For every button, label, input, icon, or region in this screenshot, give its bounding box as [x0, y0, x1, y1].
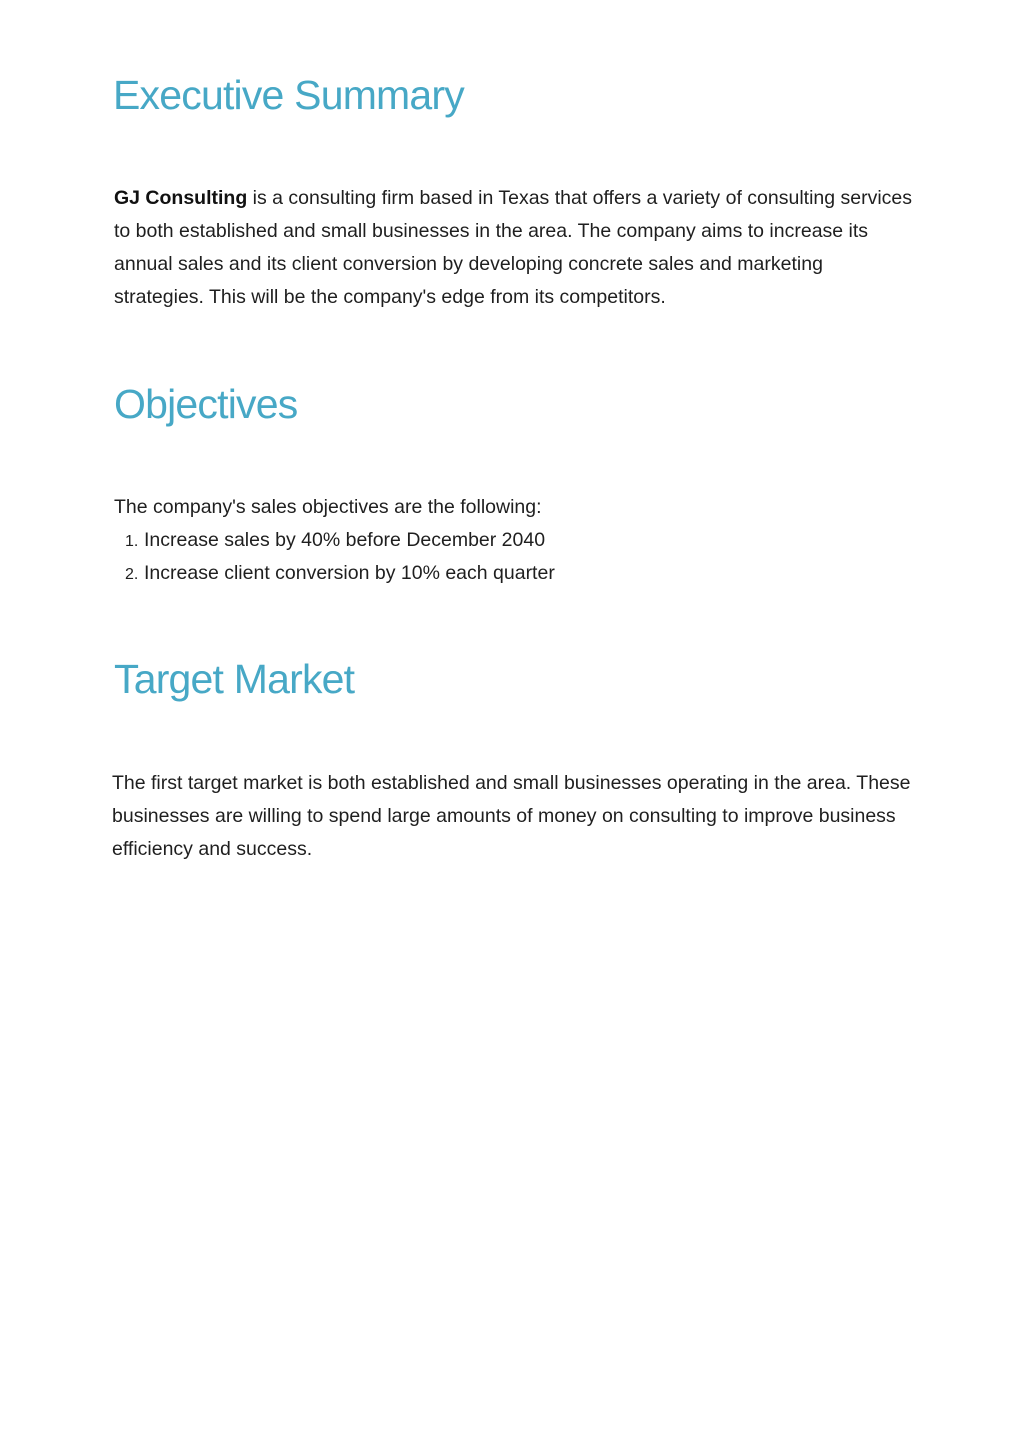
objectives-heading: Objectives	[114, 381, 298, 427]
executive-summary-body: is a consulting firm based in Texas that offers a variety of consulting services to both established and small businesses in the area. The company aims to increase its annual sales and its client conversion by developing concrete sales and marketing strategies. This will be the company's edge from its competitors.	[114, 187, 913, 308]
executive-summary-paragraph	[114, 182, 914, 314]
target-market-paragraph: The first target market is both established and small businesses operating in the area. These businesses are willing to spend large amounts of money on consulting to improve business efficiency and success.	[112, 772, 911, 860]
objectives-list	[114, 524, 914, 590]
list-item-number: 1.	[125, 533, 139, 550]
executive-summary-heading: Executive Summary	[113, 72, 464, 118]
company-name: GJ Consulting	[114, 187, 248, 209]
list-item	[114, 524, 914, 557]
list-item	[114, 557, 914, 590]
list-item-text: Increase sales by 40% before December 2040	[144, 529, 546, 551]
list-item-number: 2.	[125, 566, 139, 583]
list-item-text: Increase client conversion by 10% each quarter	[144, 562, 555, 584]
target-market-heading: Target Market	[114, 656, 355, 702]
objectives-intro: The company's sales objectives are the following:	[114, 496, 542, 518]
